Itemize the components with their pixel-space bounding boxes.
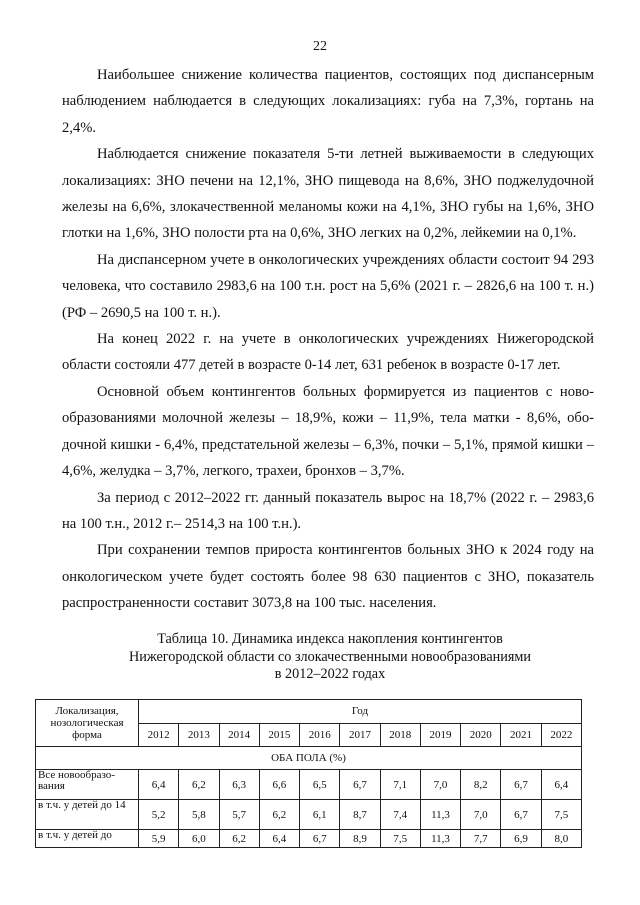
paragraph: Основной объем контингентов больных формируется из пациентов с новообразованиями молочной железы – 18,9%, кожи – 11,9%, тела матки - 8,6%, ободочной кишки - 6,4%, предстательной железы – 6,3%, почки – 5,1%, прямой кишки – 4,6%, желудка – 3,7%, легкого, трахеи, бронхов – 3,7%. <box>62 383 594 480</box>
paragraph: За период с 2012–2022 гг. данный показатель вырос на 18,7% (2022 г. – 2983,6 на 100 т.н., 2012 г.– 2514,3 на 100 т.н.). <box>62 489 594 532</box>
value-cell: 7,5 <box>380 830 420 848</box>
body-text <box>62 62 594 617</box>
row-label: в т.ч. у детей до <box>36 830 139 848</box>
value-cell: 7,4 <box>380 800 420 830</box>
year-cell: 2021 <box>501 723 541 747</box>
value-cell: 7,5 <box>541 800 581 830</box>
value-cell: 6,5 <box>300 770 340 800</box>
year-cell: 2019 <box>420 723 460 747</box>
paragraph: При сохранении темпов прироста контингентов больных ЗНО к 2024 году на онкологическом учете будет состоять более 98 630 пациентов с ЗНО, показатель распространенности составит 3073,8 на 100 тыс. населения. <box>62 542 594 612</box>
table-caption-line: Нижегородской области со злокачественными новообразованиями <box>129 648 531 665</box>
value-cell: 7,0 <box>420 770 460 800</box>
value-cell: 6,9 <box>501 830 541 848</box>
value-cell: 7,7 <box>461 830 501 848</box>
value-cell: 6,4 <box>259 830 299 848</box>
row-label: Все новообразования <box>36 770 139 800</box>
year-cell: 2013 <box>179 723 219 747</box>
value-cell: 6,7 <box>501 800 541 830</box>
header-year: Год <box>139 700 582 724</box>
value-cell: 8,0 <box>541 830 581 848</box>
value-cell: 7,0 <box>461 800 501 830</box>
value-cell: 7,1 <box>380 770 420 800</box>
value-cell: 6,2 <box>179 770 219 800</box>
table-row <box>36 770 582 800</box>
data-table <box>35 699 582 848</box>
value-cell: 6,7 <box>501 770 541 800</box>
value-cell: 6,0 <box>179 830 219 848</box>
paragraph: На конец 2022 г. на учете в онкологических учреждениях Нижегородской области состояли 477 детей в возрасте 0-14 лет, 631 ребенок в возрасте 0-17 лет. <box>62 331 594 374</box>
year-cell: 2018 <box>380 723 420 747</box>
header-localization: Локализация, нозологическая форма <box>36 700 139 747</box>
value-cell: 6,2 <box>219 830 259 848</box>
paragraph: На диспансерном учете в онкологических учреждениях области состоит 94 293 человека, что составило 2983,6 на 100 т.н. рост на 5,6% (2021 г. – 2826,6 на 100 т. н.) (РФ – 2690,5 на 100 т. н.). <box>62 251 594 321</box>
table-caption <box>40 631 620 684</box>
value-cell: 5,9 <box>139 830 179 848</box>
value-cell: 11,3 <box>420 830 460 848</box>
value-cell: 8,7 <box>340 800 380 830</box>
table-caption-line: Таблица 10. Динамика индекса накопления контингентов <box>157 631 503 647</box>
year-cell: 2016 <box>300 723 340 747</box>
section-label: ОБА ПОЛА (%) <box>36 747 582 770</box>
year-cell: 2020 <box>461 723 501 747</box>
table-row <box>36 800 582 830</box>
value-cell: 11,3 <box>420 800 460 830</box>
value-cell: 8,2 <box>461 770 501 800</box>
year-cell: 2015 <box>259 723 299 747</box>
value-cell: 5,2 <box>139 800 179 830</box>
row-label: в т.ч. у детей до 14 <box>36 800 139 830</box>
value-cell: 5,8 <box>179 800 219 830</box>
page-number: 22 <box>313 39 327 54</box>
value-cell: 8,9 <box>340 830 380 848</box>
value-cell: 6,7 <box>340 770 380 800</box>
value-cell: 6,6 <box>259 770 299 800</box>
paragraph: Наибольшее снижение количества пациентов, состоящих под диспансерным наблюдением наблюдается в следующих локализациях: губа на 7,3%, гортань на 2,4%. <box>62 67 594 136</box>
value-cell: 6,4 <box>139 770 179 800</box>
value-cell: 6,4 <box>541 770 581 800</box>
value-cell: 6,2 <box>259 800 299 830</box>
table-caption-line: в 2012–2022 годах <box>274 666 386 682</box>
paragraph: Наблюдается снижение показателя 5-ти летней выживаемости в следующих локализациях: ЗНО печени на 12,1%, ЗНО пищевода на 8,6%, ЗНО поджелудочной железы на 6,6%, злокачественной меланомы кожи на 4,1%, ЗНО губы на 1,6%, ЗНО глотки на 1,6%, ЗНО полости рта на 0,6%, ЗНО легких на 0,2%, лейкемии на 0,1%. <box>62 146 594 242</box>
value-cell: 5,7 <box>219 800 259 830</box>
table-row <box>36 830 582 848</box>
year-cell: 2014 <box>219 723 259 747</box>
year-cell: 2012 <box>139 723 179 747</box>
year-cell: 2017 <box>340 723 380 747</box>
value-cell: 6,3 <box>219 770 259 800</box>
value-cell: 6,7 <box>300 830 340 848</box>
value-cell: 6,1 <box>300 800 340 830</box>
year-cell: 2022 <box>541 723 581 747</box>
